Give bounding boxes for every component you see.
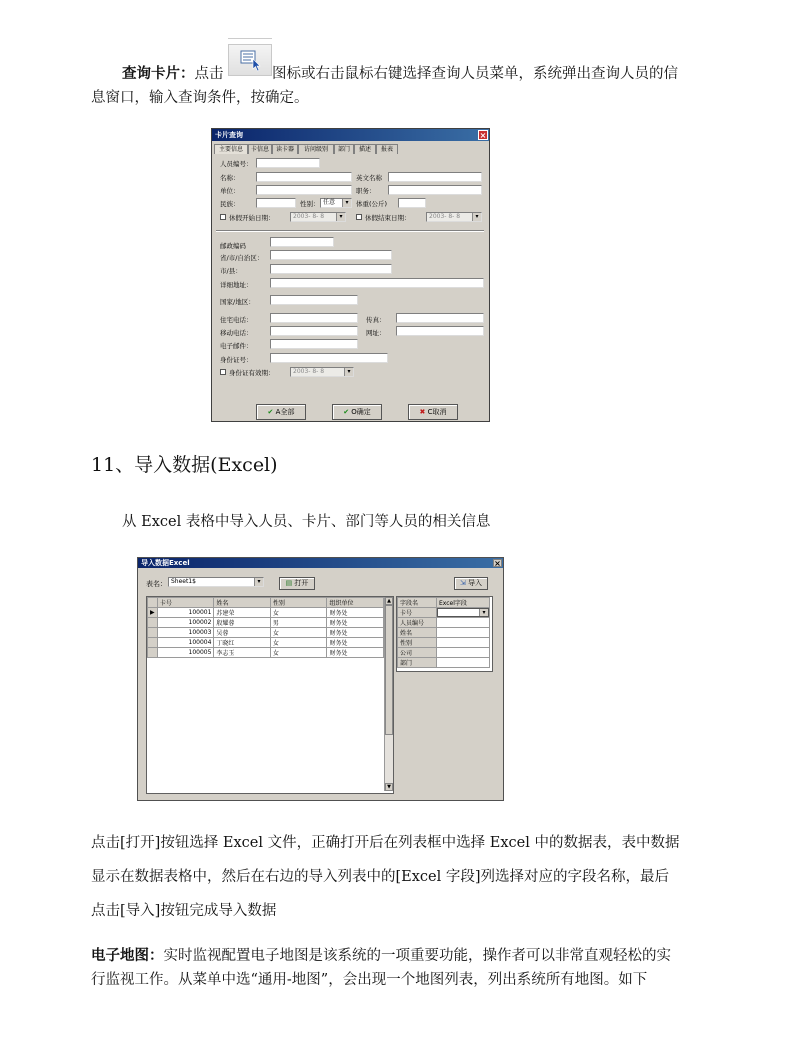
cancel-button[interactable]	[408, 404, 458, 420]
excel-field-cell[interactable]	[437, 628, 490, 638]
web-field[interactable]	[396, 326, 484, 336]
all-button[interactable]	[256, 404, 306, 420]
scrollbar[interactable]	[384, 597, 393, 791]
leave-end-checkbox[interactable]	[356, 214, 362, 220]
email-field[interactable]	[270, 339, 358, 349]
label-id-no: 身份证号：	[220, 356, 253, 364]
table-row[interactable]	[148, 618, 384, 628]
excel-field-cell[interactable]	[437, 648, 490, 658]
province-field[interactable]	[270, 250, 392, 260]
label-leave-start: 休假开始日期：	[229, 214, 275, 222]
card-query-dialog	[211, 128, 490, 422]
excel-field-cell[interactable]	[437, 658, 490, 668]
tab-reader[interactable]: 读卡器	[272, 144, 298, 154]
import-button-label: 导入	[468, 579, 483, 587]
tab-card-info[interactable]: 卡信息	[248, 144, 272, 154]
all-button-label: A全部	[275, 408, 295, 416]
sheet-select[interactable]	[168, 577, 264, 587]
position-field[interactable]	[388, 185, 482, 195]
para-line: 显示在数据表格中，然后在右边的导入列表中的[Excel 字段]列选择对应的字段名称，最后	[91, 869, 670, 885]
table-cell: 100002	[157, 618, 214, 628]
leave-start-value: 2003- 8- 8	[293, 213, 325, 220]
tab-description[interactable]: 描述	[354, 144, 376, 154]
home-phone-field[interactable]	[270, 313, 358, 323]
gender-value: 任意	[323, 199, 336, 206]
label-web: 网址：	[366, 329, 386, 337]
city-field[interactable]	[270, 264, 392, 274]
table-cell: 财务处	[327, 628, 384, 638]
section-heading: 11、导入数据(Excel)	[91, 454, 278, 476]
query-card-icon[interactable]	[228, 44, 272, 76]
label-mobile: 移动电话：	[220, 329, 253, 337]
para-emap	[91, 944, 671, 992]
para-query-line2: 息窗口，输入查询条件，按确定。	[91, 90, 309, 106]
mapping-field-name: 性别	[398, 638, 437, 648]
para-query-line1: 查询卡片：点击	[122, 65, 224, 82]
mapping-row[interactable]	[398, 618, 490, 628]
mapping-row[interactable]	[398, 628, 490, 638]
check-icon: ✔	[343, 408, 350, 416]
unit-field[interactable]	[256, 185, 352, 195]
label-en-name: 英文名称	[356, 174, 382, 182]
fax-field[interactable]	[396, 313, 484, 323]
mapping-row[interactable]	[398, 638, 490, 648]
leave-end-date[interactable]	[426, 212, 482, 222]
dialog-title-text: 导入数据Excel	[141, 559, 190, 567]
label-person-no: 人员编号：	[220, 160, 253, 168]
row-indicator	[148, 638, 158, 648]
weight-field[interactable]	[398, 198, 426, 208]
open-button-label: 打开	[294, 579, 309, 587]
table-cell: 男	[270, 618, 327, 628]
dialog-title	[212, 129, 489, 141]
table-row[interactable]	[148, 648, 384, 658]
table-row[interactable]	[148, 638, 384, 648]
import-excel-dialog	[137, 557, 504, 801]
mapping-header-row	[398, 598, 490, 608]
table-cell: 女	[270, 628, 327, 638]
table-cell: 女	[270, 608, 327, 618]
divider	[228, 38, 272, 39]
label-city: 市/县：	[220, 267, 242, 275]
label-table-name: 表名：	[146, 580, 167, 588]
scrollbar-thumb[interactable]	[385, 605, 393, 735]
excel-field-select[interactable]	[437, 608, 490, 618]
table-cell: 李志玉	[214, 648, 271, 658]
table-cell: 100003	[157, 628, 214, 638]
label-weight: 体重(公斤)	[356, 200, 388, 208]
row-indicator	[148, 628, 158, 638]
column-header[interactable]: 卡号	[157, 598, 214, 608]
chevron-down-icon[interactable]: ▾	[254, 578, 263, 586]
label-fax: 传真：	[366, 316, 386, 324]
label-leave-end: 休假结束日期：	[365, 214, 411, 222]
column-header[interactable]: 组织单位	[327, 598, 384, 608]
scroll-up-icon[interactable]: ▲	[385, 597, 393, 605]
label-unit: 单位：	[220, 187, 240, 195]
person-no-field[interactable]	[256, 158, 320, 168]
para-line: 行监视工作。从菜单中选“通用-地图”，会出现一个地图列表，列出系统所有地图。如下	[91, 972, 648, 988]
mapping-field-name: 姓名	[398, 628, 437, 638]
label-ethnic: 民族：	[220, 200, 240, 208]
country-field[interactable]	[270, 295, 358, 305]
ethnic-field[interactable]	[256, 198, 296, 208]
mapping-row[interactable]	[398, 648, 490, 658]
table-header-row	[148, 598, 384, 608]
mapping-field-name: 公司	[398, 648, 437, 658]
mapping-field-name: 卡号	[398, 608, 437, 618]
import-icon: ⇲	[459, 579, 466, 587]
table-cell: 100004	[157, 638, 214, 648]
ok-button[interactable]	[332, 404, 382, 420]
leave-start-date[interactable]	[290, 212, 346, 222]
table-cell: 女	[270, 638, 327, 648]
cancel-button-label: C取消	[427, 408, 447, 416]
para-import-intro: 从 Excel 表格中导入人员、卡片、部门等人员的相关信息	[122, 514, 491, 530]
label-email: 电子邮件：	[220, 342, 253, 350]
leave-start-checkbox[interactable]	[220, 214, 226, 220]
column-header: 字段名	[398, 598, 437, 608]
open-button[interactable]	[279, 577, 315, 590]
mapping-field-name: 人员编号	[398, 618, 437, 628]
chevron-down-icon[interactable]: ▾	[342, 199, 351, 207]
sheet-value: Sheet1$	[171, 578, 196, 585]
column-header[interactable]: 姓名	[214, 598, 271, 608]
mobile-field[interactable]	[270, 326, 358, 336]
para-line	[91, 944, 671, 968]
check-icon: ✔	[267, 408, 274, 416]
chevron-down-icon[interactable]: ▾	[344, 368, 353, 376]
tab-access-level[interactable]: 访问级别	[298, 144, 334, 154]
para-line: 点击[打开]按钮选择 Excel 文件，正确打开后在列表框中选择 Excel 中的数据表，表中数据	[91, 835, 680, 851]
label-postcode: 邮政编码	[220, 242, 246, 250]
table-row[interactable]	[148, 608, 384, 618]
para-query-line1-rest: 图标或右击鼠标右键选择查询人员菜单，系统弹出查询人员的信	[272, 66, 678, 82]
mapping-row[interactable]	[398, 608, 490, 618]
chevron-down-icon[interactable]: ▾	[472, 213, 481, 221]
table-cell: 丁晓红	[214, 638, 271, 648]
tab-report[interactable]: 报表	[376, 144, 398, 154]
table-cell: 财务处	[327, 608, 384, 618]
label-country: 国家/地区：	[220, 298, 255, 306]
postcode-field[interactable]	[270, 237, 334, 247]
import-button[interactable]	[454, 577, 488, 590]
label-address: 详细地址：	[220, 281, 253, 289]
row-indicator	[148, 618, 158, 628]
label-home-phone: 住宅电话：	[220, 316, 253, 324]
divider	[216, 230, 484, 232]
emap-lead: 电子地图：	[91, 947, 164, 964]
id-valid-date[interactable]	[290, 367, 354, 377]
close-icon: ✖	[419, 408, 426, 416]
table-cell: 苏建荣	[214, 608, 271, 618]
label-province: 省/市/自治区：	[220, 254, 264, 262]
row-indicator	[148, 648, 158, 658]
field-mapping-grid[interactable]	[396, 596, 493, 672]
data-grid[interactable]	[146, 596, 394, 794]
row-pointer-icon: ▶	[148, 608, 158, 618]
excel-field-cell[interactable]	[437, 638, 490, 648]
mapping-field-name: 部门	[398, 658, 437, 668]
table-cell: 女	[270, 648, 327, 658]
emap-line1: 实时监视配置电子地图是该系统的一项重要功能，操作者可以非常直观轻松的实	[163, 948, 671, 964]
close-icon[interactable]: ×	[479, 131, 487, 140]
id-valid-checkbox[interactable]	[220, 369, 226, 375]
excel-field-cell[interactable]	[437, 618, 490, 628]
label-position: 职务：	[356, 187, 376, 195]
chevron-down-icon[interactable]: ▾	[336, 213, 345, 221]
gender-select[interactable]	[320, 198, 352, 208]
tab-department[interactable]: 部门	[334, 144, 354, 154]
label-gender: 性别：	[300, 200, 320, 208]
tab-strip	[212, 144, 489, 154]
mapping-row[interactable]	[398, 658, 490, 668]
label-name: 名称：	[220, 174, 240, 182]
table-cell: 吴蓉	[214, 628, 271, 638]
dialog-title	[138, 558, 503, 568]
table-cell: 财务处	[327, 648, 384, 658]
para-line: 点击[导入]按钮完成导入数据	[91, 903, 277, 919]
table-cell: 100005	[157, 648, 214, 658]
scroll-down-icon[interactable]: ▼	[385, 783, 393, 791]
row-indicator-header	[148, 598, 158, 608]
table-row[interactable]	[148, 628, 384, 638]
id-valid-value: 2003- 8- 8	[293, 368, 325, 375]
table-cell: 财务处	[327, 618, 384, 628]
close-icon[interactable]: ×	[494, 559, 501, 568]
name-field[interactable]	[256, 172, 352, 182]
folder-icon: ▤	[285, 579, 293, 587]
excel-field-dropdown[interactable]	[437, 608, 489, 617]
table-cell: 殷耀蓉	[214, 618, 271, 628]
column-header: Excel字段	[437, 598, 490, 608]
table-cell: 财务处	[327, 638, 384, 648]
tab-main-info[interactable]: 主要信息	[214, 144, 248, 154]
ok-button-label: O确定	[351, 408, 371, 416]
para-import-steps	[91, 826, 679, 928]
dialog-title-text: 卡片查询	[215, 131, 243, 139]
en-name-field[interactable]	[388, 172, 482, 182]
id-no-field[interactable]	[270, 353, 388, 363]
table-cell: 100001	[157, 608, 214, 618]
address-field[interactable]	[270, 278, 484, 288]
column-header[interactable]: 性别	[270, 598, 327, 608]
label-id-valid: 身份证有效期：	[229, 369, 275, 377]
leave-end-value: 2003- 8- 8	[429, 213, 461, 220]
chevron-down-icon[interactable]: ▾	[479, 609, 488, 616]
